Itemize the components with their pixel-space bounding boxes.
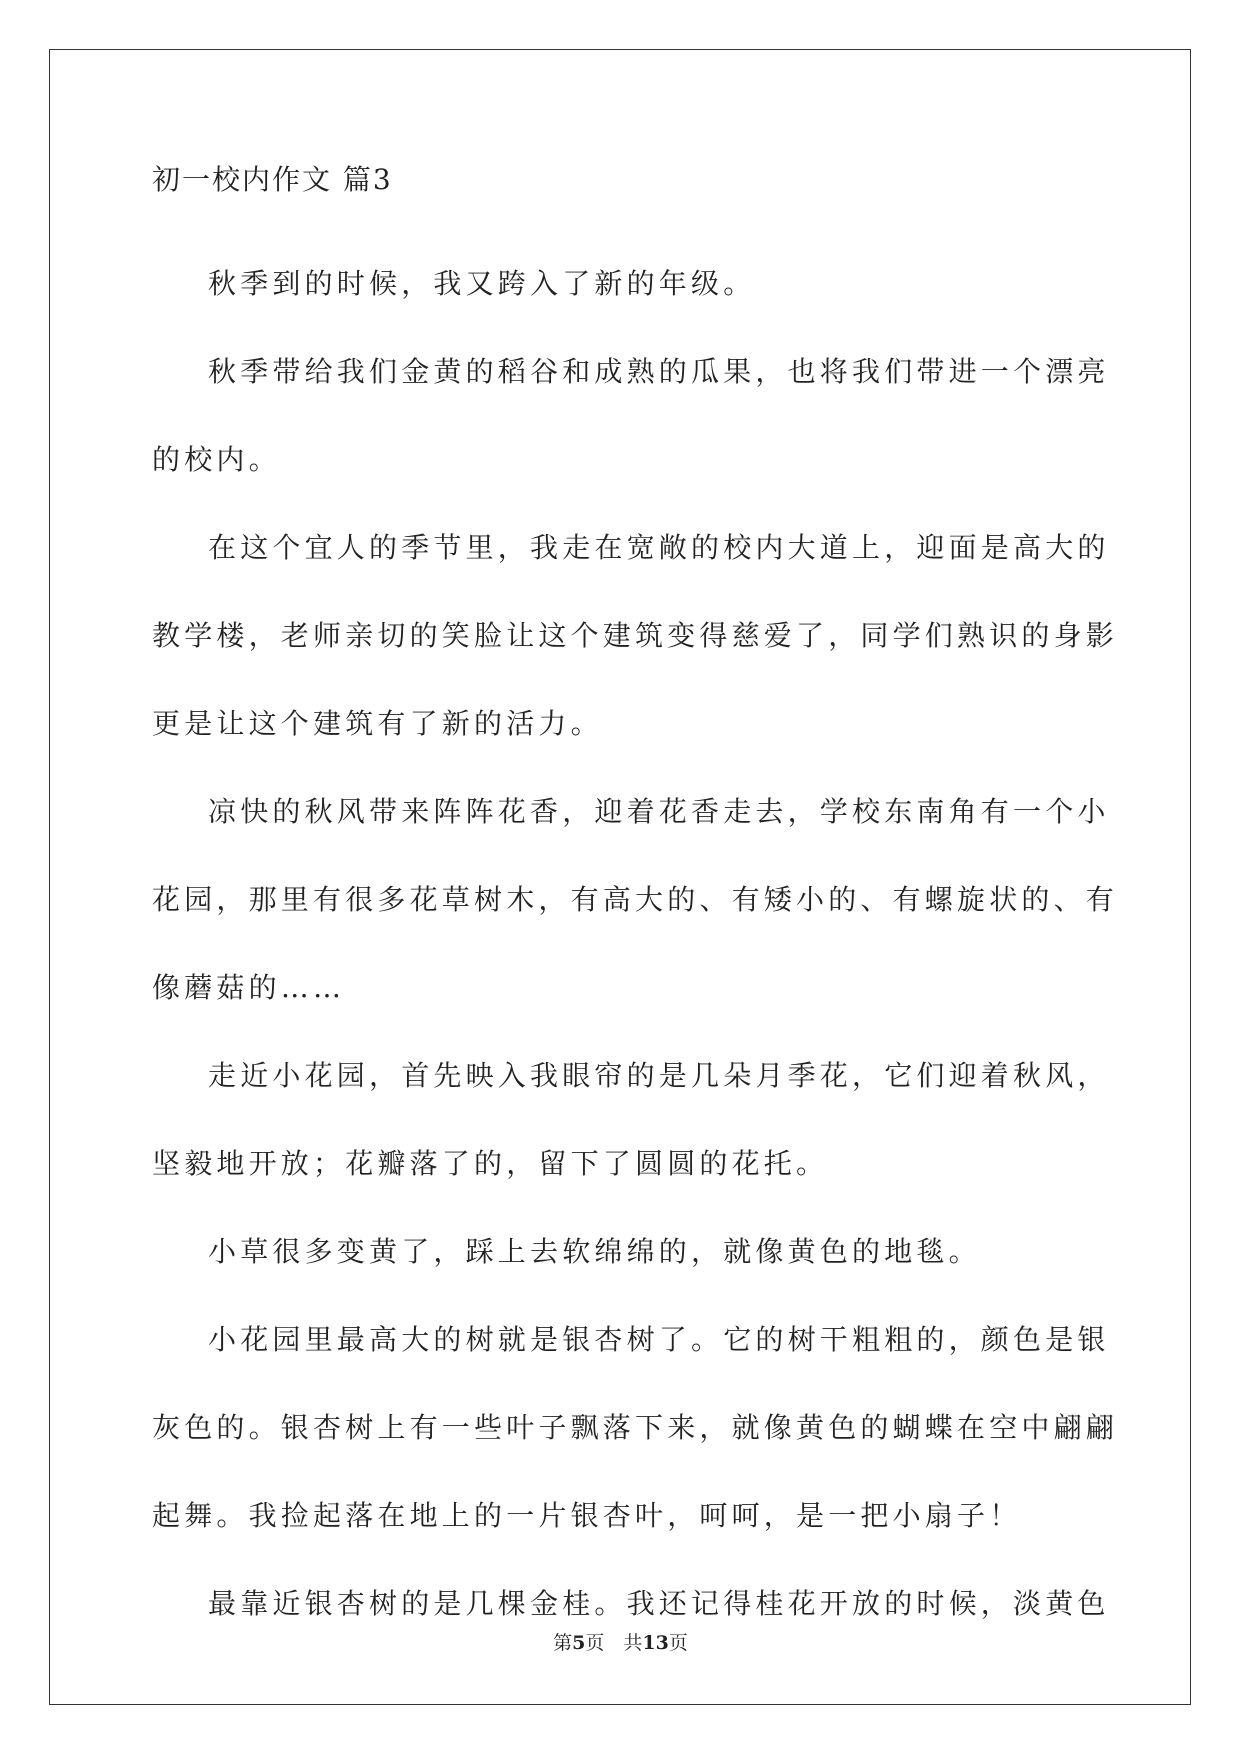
paragraph-line: 秋季到的时候，我又跨入了新的年级。 — [208, 267, 756, 300]
paragraph-6 — [152, 1208, 1092, 1296]
paragraph-line: 像蘑菇的…… — [152, 971, 346, 1004]
paragraph-line: 在这个宜人的季节里，我走在宽敞的校内大道上，迎面是高大的 — [208, 531, 1110, 564]
paragraph-7 — [152, 1296, 1119, 1560]
paragraph-line: 小花园里最高大的树就是银杏树了。它的树干粗粗的，颜色是银 — [208, 1323, 1110, 1356]
paragraph-5 — [152, 1032, 1110, 1208]
page-total-number: 13 — [642, 1632, 669, 1654]
paragraph-line: 起舞。我捡起落在地上的一片银杏叶，呵呵，是一把小扇子！ — [152, 1499, 1022, 1532]
paragraph-1 — [152, 240, 1092, 328]
paragraph-line: 的校内。 — [152, 443, 281, 476]
page-suffix: 页 — [668, 1632, 688, 1654]
paragraph-line: 秋季带给我们金黄的稻谷和成熟的瓜果，也将我们带进一个漂亮 — [208, 355, 1110, 388]
page-current-number: 5 — [572, 1632, 586, 1654]
page-prefix: 第 — [553, 1632, 573, 1654]
paragraph-4 — [152, 768, 1119, 1032]
page-footer — [0, 1631, 1241, 1655]
page-mid: 页 共 — [585, 1632, 643, 1654]
paragraph-line: 小草很多变黄了，踩上去软绵绵的，就像黄色的地毯。 — [208, 1235, 981, 1268]
paragraph-line: 凉快的秋风带来阵阵花香，迎着花香走去，学校东南角有一个小 — [208, 795, 1110, 828]
paragraph-line: 教学楼，老师亲切的笑脸让这个建筑变得慈爱了，同学们熟识的身影 — [152, 619, 1119, 652]
paragraph-line: 花园，那里有很多花草树木，有高大的、有矮小的、有螺旋状的、有 — [152, 883, 1119, 916]
paragraph-line: 灰色的。银杏树上有一些叶子飘落下来，就像黄色的蝴蝶在空中翩翩 — [152, 1411, 1119, 1444]
paragraph-line: 走近小花园，首先映入我眼帘的是几朵月季花，它们迎着秋风， — [208, 1059, 1110, 1092]
paragraph-line: 更是让这个建筑有了新的活力。 — [152, 707, 603, 740]
paragraph-line: 最靠近银杏树的是几棵金桂。我还记得桂花开放的时候，淡黄色 — [208, 1587, 1110, 1620]
document-body — [152, 160, 1119, 1648]
paragraph-2 — [152, 328, 1110, 504]
document-title: 初一校内作文 篇3 — [152, 163, 393, 196]
paragraph-line: 坚毅地开放；花瓣落了的，留下了圆圆的花托。 — [152, 1147, 829, 1180]
paragraph-3 — [152, 504, 1119, 768]
